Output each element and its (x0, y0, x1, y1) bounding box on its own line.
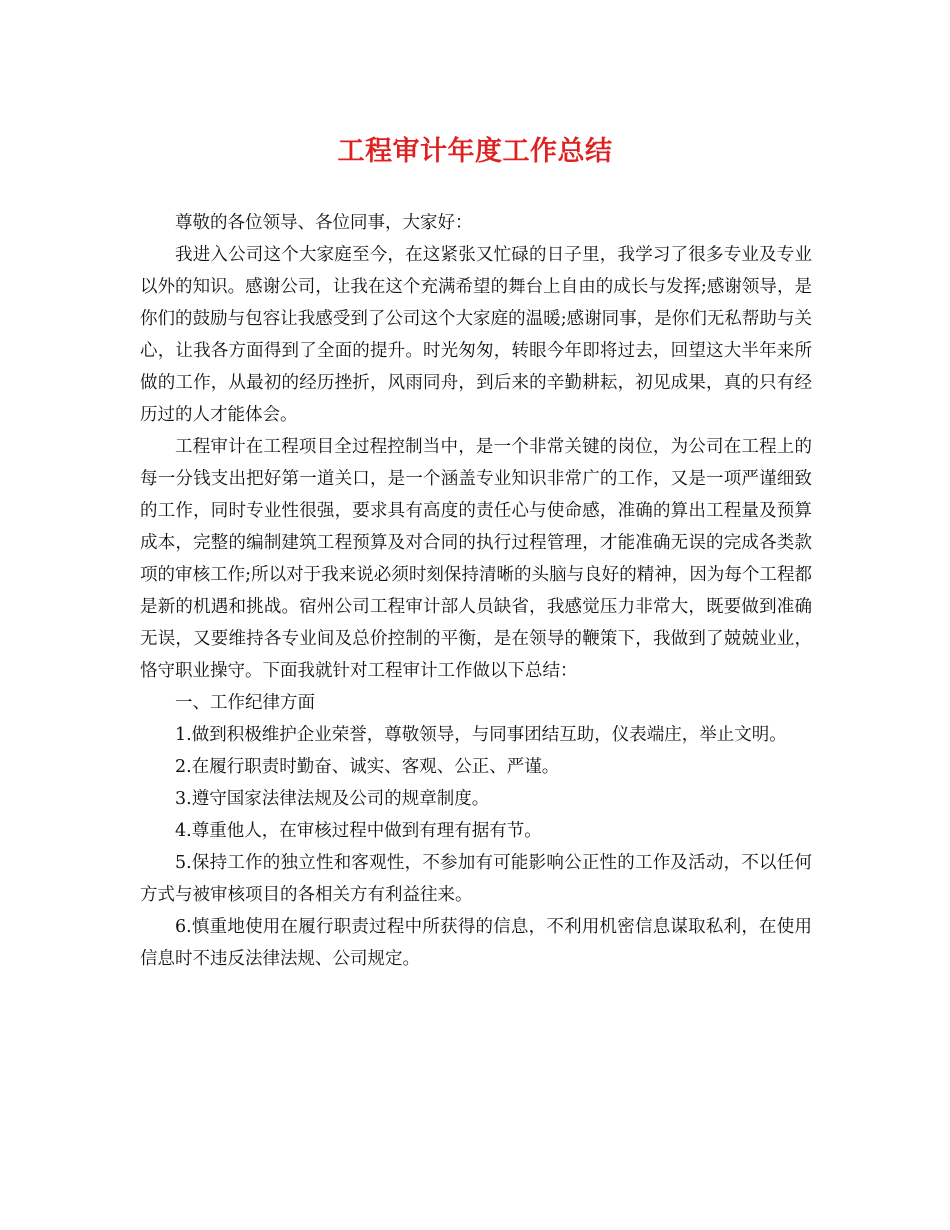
list-item: 2.在履行职责时勤奋、诚实、客观、公正、严谨。 (175, 757, 560, 777)
list-item: 3.遵守国家法律法规及公司的规章制度。 (175, 789, 490, 809)
section-heading: 一、工作纪律方面 (175, 693, 315, 713)
intro-paragraph: 我进入公司这个大家庭至今，在这紧张又忙碌的日子里，我学习了很多专业及专业以外的知识。感谢公司，让我在这个充满希望的舞台上自由的成长与发挥;感谢领导，是你们的鼓励与包容让我感受到了公司这个大家庭的温暖;感谢同事，是你们无私帮助与关心，让我各方面得到了全面的提升。时光匆匆，转眼今年即将过去，回望这大半年来所做的工作，从最初的经历挫折，风雨同舟，到后来的辛勤耕耘，初见成果，真的只有经历过的人才能体会。 (140, 245, 812, 425)
document-body (140, 207, 812, 975)
list-item: 4.尊重他人，在审核过程中做到有理有据有节。 (175, 821, 542, 841)
document-title: 工程审计年度工作总结 (337, 136, 613, 167)
list-item: 1.做到积极维护企业荣誉，尊敬领导，与同事团结互助，仪表端庄，举止文明。 (175, 725, 787, 745)
greeting-paragraph: 尊敬的各位领导、各位同事，大家好： (175, 213, 473, 233)
list-item: 5.保持工作的独立性和客观性，不参加有可能影响公正性的工作及活动，不以任何方式与被审核项目的各相关方有利益往来。 (140, 853, 812, 905)
role-paragraph: 工程审计在工程项目全过程控制当中，是一个非常关键的岗位，为公司在工程上的每一分钱支出把好第一道关口，是一个涵盖专业知识非常广的工作，又是一项严谨细致的工作，同时专业性很强，要求具有高度的责任心与使命感，准确的算出工程量及预算成本，完整的编制建筑工程预算及对合同的执行过程管理，才能准确无误的完成各类款项的审核工作;所以对于我来说必须时刻保持清晰的头脑与良好的精神，因为每个工程都是新的机遇和挑战。宿州公司工程审计部人员缺省，我感觉压力非常大，既要做到准确无误，又要维持各专业间及总价控制的平衡，是在领导的鞭策下，我做到了兢兢业业，恪守职业操守。下面我就针对工程审计工作做以下总结： (140, 437, 812, 681)
list-item: 6.慎重地使用在履行职责过程中所获得的信息，不利用机密信息谋取私利，在使用信息时不违反法律法规、公司规定。 (140, 917, 812, 969)
